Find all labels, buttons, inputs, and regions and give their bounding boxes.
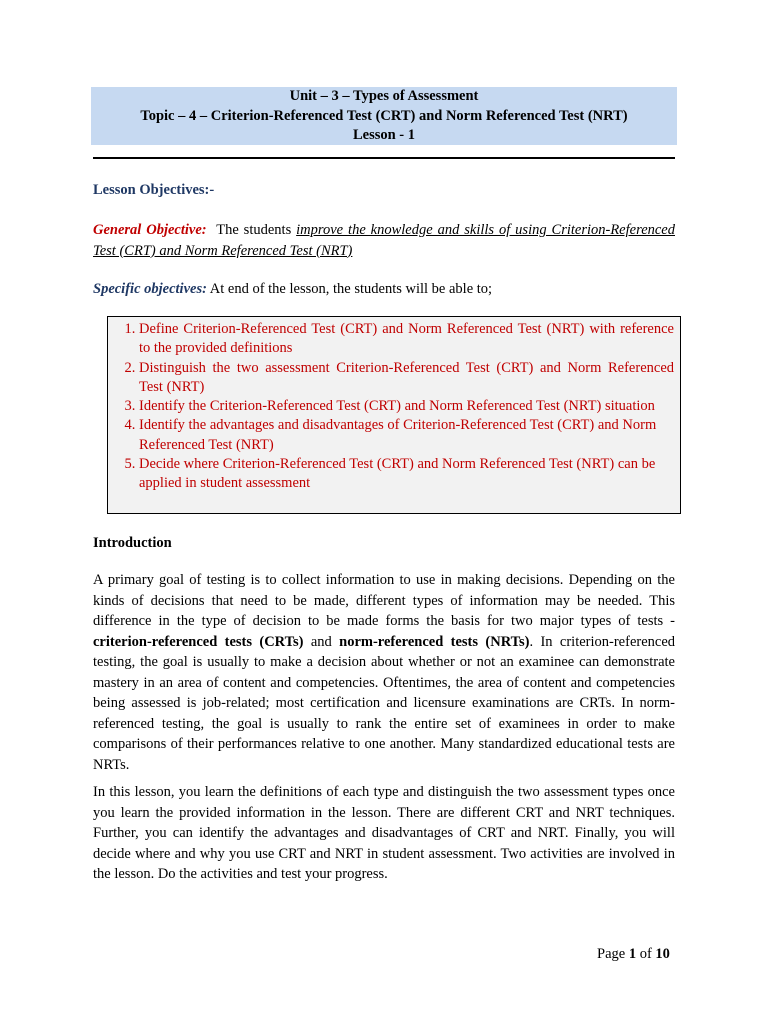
unit-title: Unit – 3 – Types of Assessment bbox=[289, 88, 479, 104]
general-objective-text: improve the knowledge and skills of using Criterion-Referenced Test (CRT) and Norm Referenced Test (NRT) bbox=[93, 222, 675, 259]
nrt-term: norm-referenced tests (NRTs) bbox=[339, 633, 530, 650]
general-objective-label: General Objective: bbox=[93, 222, 207, 238]
introduction-heading: Introduction bbox=[93, 535, 172, 551]
objectives-list-box bbox=[107, 316, 681, 514]
intro-text: and bbox=[310, 633, 332, 650]
current-page: 1 bbox=[628, 946, 637, 962]
of-word: of bbox=[639, 946, 652, 962]
objective-item: 4. Identify the advantages and disadvantages of Criterion-Referenced Test (CRT) and Norm Referenced Test (NRT) bbox=[139, 416, 674, 455]
intro-text: A primary goal of testing is to collect information to use in making decisions. Depending on the kinds of decisions that need to be made, different types of information may be needed. This difference in the type of decision to be made forms the basis for two major types of tests - bbox=[93, 572, 675, 629]
introduction-paragraph-2: In this lesson, you learn the definitions of each type and distinguish the two assessment types once you learn the provided information in the lesson. There are different CRT and NRT techniques. Further, you can identify the advantages and disadvantages of CRT and NRT. Finally, you will decide where and why you use CRT and NRT in student assessment. Two activities are involved in the lesson. Do the activities and test your progress. bbox=[93, 784, 675, 882]
topic-title: Topic – 4 – Criterion-Referenced Test (CRT) and Norm Referenced Test (NRT) bbox=[140, 107, 628, 124]
title-block bbox=[91, 87, 677, 145]
general-objective-lead: The students bbox=[216, 222, 292, 238]
specific-objectives-text: At end of the lesson, the students will be able to; bbox=[209, 281, 493, 297]
intro-text: . In criterion-referenced testing, the goal is usually to make a decision about whether or not an examinee can demonstrate mastery in an area of content and competencies. Oftentimes, the area of content and competencies being assessed is job-related; most certification and licensure examinations are CRTs. In norm-referenced testing, the goal is usually to rank the entire set of examinees in order to make comparisons of their performances relative to one another. Many standardized educational tests are NRTs. bbox=[93, 633, 676, 773]
header-divider bbox=[93, 157, 675, 159]
specific-objectives-label: Specific objectives: bbox=[93, 281, 207, 297]
total-pages: 10 bbox=[655, 946, 670, 962]
page-footer bbox=[597, 946, 670, 963]
specific-objectives bbox=[93, 279, 675, 300]
page-word: Page bbox=[597, 946, 626, 962]
objectives-heading: Lesson Objectives:- bbox=[93, 182, 215, 198]
crt-term: criterion-referenced tests (CRTs) bbox=[93, 633, 304, 650]
objective-item: 5. Decide where Criterion-Referenced Test (CRT) and Norm Referenced Test (NRT) can be applied in student assessment bbox=[139, 455, 674, 494]
objective-item: 2. Distinguish the two assessment Criterion-Referenced Test (CRT) and Norm Referenced Test (NRT) bbox=[139, 359, 674, 398]
lesson-title: Lesson - 1 bbox=[352, 127, 416, 143]
objective-item: 1. Define Criterion-Referenced Test (CRT) and Norm Referenced Test (NRT) with reference to the provided definitions bbox=[139, 320, 674, 359]
objectives-list bbox=[108, 317, 680, 494]
introduction-paragraph-1 bbox=[93, 570, 675, 775]
objective-item: 3. Identify the Criterion-Referenced Test (CRT) and Norm Referenced Test (NRT) situation bbox=[139, 397, 674, 416]
general-objective bbox=[93, 220, 675, 261]
